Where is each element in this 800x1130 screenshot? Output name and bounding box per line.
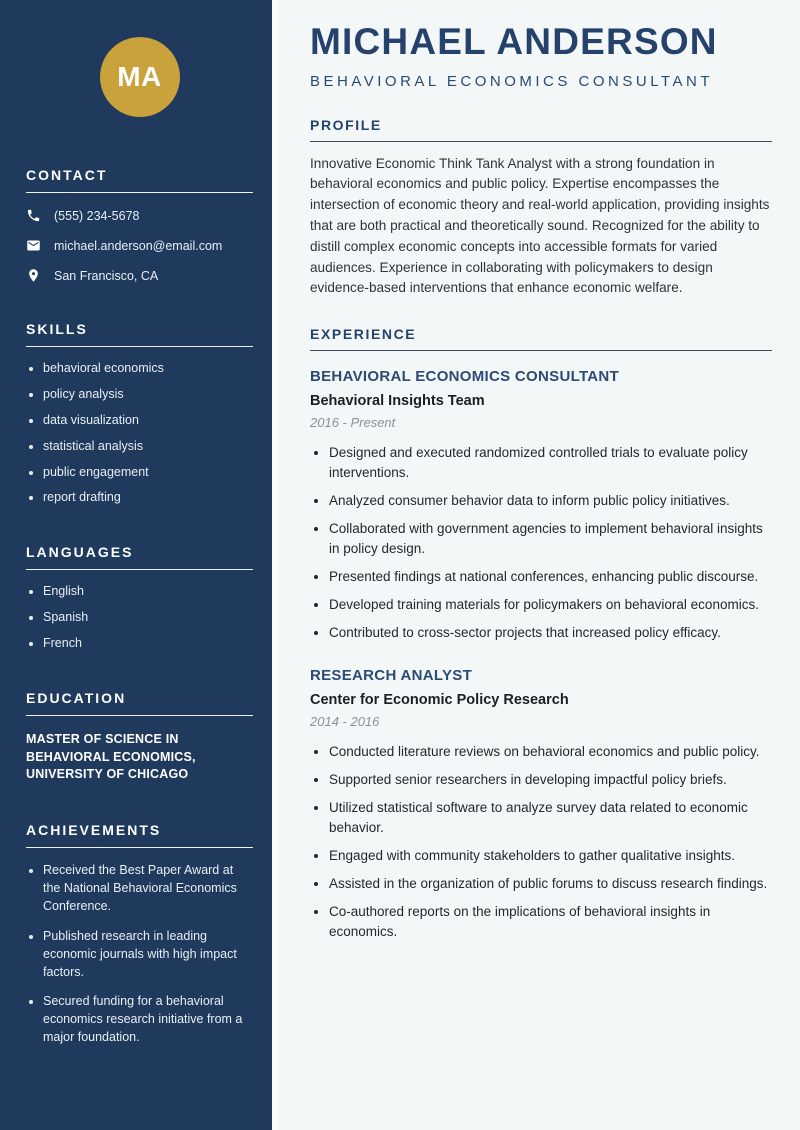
contact-row-email	[26, 238, 253, 253]
job-bullets	[310, 742, 772, 941]
job-bullet: • Collaborated with government agencies to implement behavioral insights in policy design.	[329, 519, 772, 558]
achievements-section	[26, 822, 253, 1046]
job-entry	[310, 667, 772, 941]
education-degree: MASTER OF SCIENCE IN BEHAVIORAL ECONOMICS, UNIVERSITY OF CHICAGO	[26, 731, 196, 782]
job-bullet: • Utilized statistical software to analyze survey data related to economic behavior.	[329, 798, 772, 837]
language-item: • Spanish	[43, 609, 253, 626]
candidate-name: MICHAEL ANDERSON	[310, 21, 718, 62]
job-bullets	[310, 443, 772, 642]
achievement-item: • Received the Best Paper Award at the National Behavioral Economics Conference.	[43, 861, 253, 915]
job-bullet: • Engaged with community stakeholders to gather qualitative insights.	[329, 846, 772, 866]
languages-heading: LANGUAGES	[26, 544, 253, 570]
email-icon	[26, 238, 41, 253]
contact-email-text: michael.anderson@email.com	[54, 238, 223, 253]
achievement-item: • Published research in leading economic journals with high impact factors.	[43, 927, 253, 981]
experience-heading: EXPERIENCE	[310, 326, 772, 351]
education-section	[26, 690, 253, 784]
contact-section	[26, 167, 253, 283]
skill-item: • data visualization	[43, 412, 253, 429]
job-company: Behavioral Insights Team	[310, 393, 485, 410]
contact-row-phone	[26, 208, 253, 223]
job-bullet: • Conducted literature reviews on behavioral economics and public policy.	[329, 742, 772, 762]
job-bullet: • Analyzed consumer behavior data to inform public policy initiatives.	[329, 491, 772, 511]
skill-item: • statistical analysis	[43, 438, 253, 455]
skill-item: • public engagement	[43, 464, 253, 481]
job-company: Center for Economic Policy Research	[310, 692, 569, 709]
avatar	[100, 37, 180, 117]
job-bullet: • Co-authored reports on the implications of behavioral insights in economics.	[329, 902, 772, 941]
language-item: • French	[43, 635, 253, 652]
job-bullet: • Designed and executed randomized controlled trials to evaluate policy interventions.	[329, 443, 772, 482]
job-title: RESEARCH ANALYST	[310, 667, 473, 685]
experience-section	[310, 326, 772, 941]
contact-phone-text: (555) 234-5678	[54, 208, 140, 223]
job-bullet: • Assisted in the organization of public forums to discuss research findings.	[329, 874, 772, 894]
skill-item: • policy analysis	[43, 386, 253, 403]
skill-item: • behavioral economics	[43, 360, 253, 377]
location-icon	[26, 268, 41, 283]
contact-heading: CONTACT	[26, 167, 253, 193]
job-dates: 2016 - Present	[310, 415, 396, 431]
profile-section	[310, 117, 772, 300]
avatar-initials: MA	[117, 61, 162, 92]
profile-text: Innovative Economic Think Tank Analyst with a strong foundation in behavioral economics and public policy. Expertise encompasses the intersection of economic theory and real-world application, providing insights that are both practical and theoretically sound. Recognized for the ability to distill complex economic concepts into accessible formats for varied audiences. Experience in collaborating with policymakers to design evidence-based interventions that enhance economic welfare.	[310, 155, 770, 296]
education-heading: EDUCATION	[26, 690, 253, 716]
job-bullet: • Contributed to cross-sector projects that increased policy efficacy.	[329, 623, 772, 643]
phone-icon	[26, 208, 41, 223]
candidate-title: BEHAVIORAL ECONOMICS CONSULTANT	[310, 72, 713, 90]
job-bullet: • Developed training materials for policymakers on behavioral economics.	[329, 595, 772, 615]
achievement-item: • Secured funding for a behavioral economics research initiative from a major foundation.	[43, 992, 253, 1046]
main-content	[278, 0, 800, 1130]
job-bullet: • Presented findings at national conferences, enhancing public discourse.	[329, 567, 772, 587]
languages-list	[26, 583, 253, 652]
skills-list	[26, 360, 253, 506]
skill-item: • report drafting	[43, 489, 253, 506]
job-bullet: • Supported senior researchers in developing impactful policy briefs.	[329, 770, 772, 790]
language-item: • English	[43, 583, 253, 600]
profile-heading: PROFILE	[310, 117, 772, 142]
contact-row-location	[26, 268, 253, 283]
sidebar	[0, 0, 278, 1130]
job-entry	[310, 368, 772, 642]
skills-heading: SKILLS	[26, 321, 253, 347]
skills-section	[26, 321, 253, 506]
achievements-list	[26, 861, 253, 1046]
job-title: BEHAVIORAL ECONOMICS CONSULTANT	[310, 368, 620, 386]
contact-location-text: San Francisco, CA	[54, 268, 159, 283]
languages-section	[26, 544, 253, 652]
job-dates: 2014 - 2016	[310, 714, 380, 730]
achievements-heading: ACHIEVEMENTS	[26, 822, 253, 848]
